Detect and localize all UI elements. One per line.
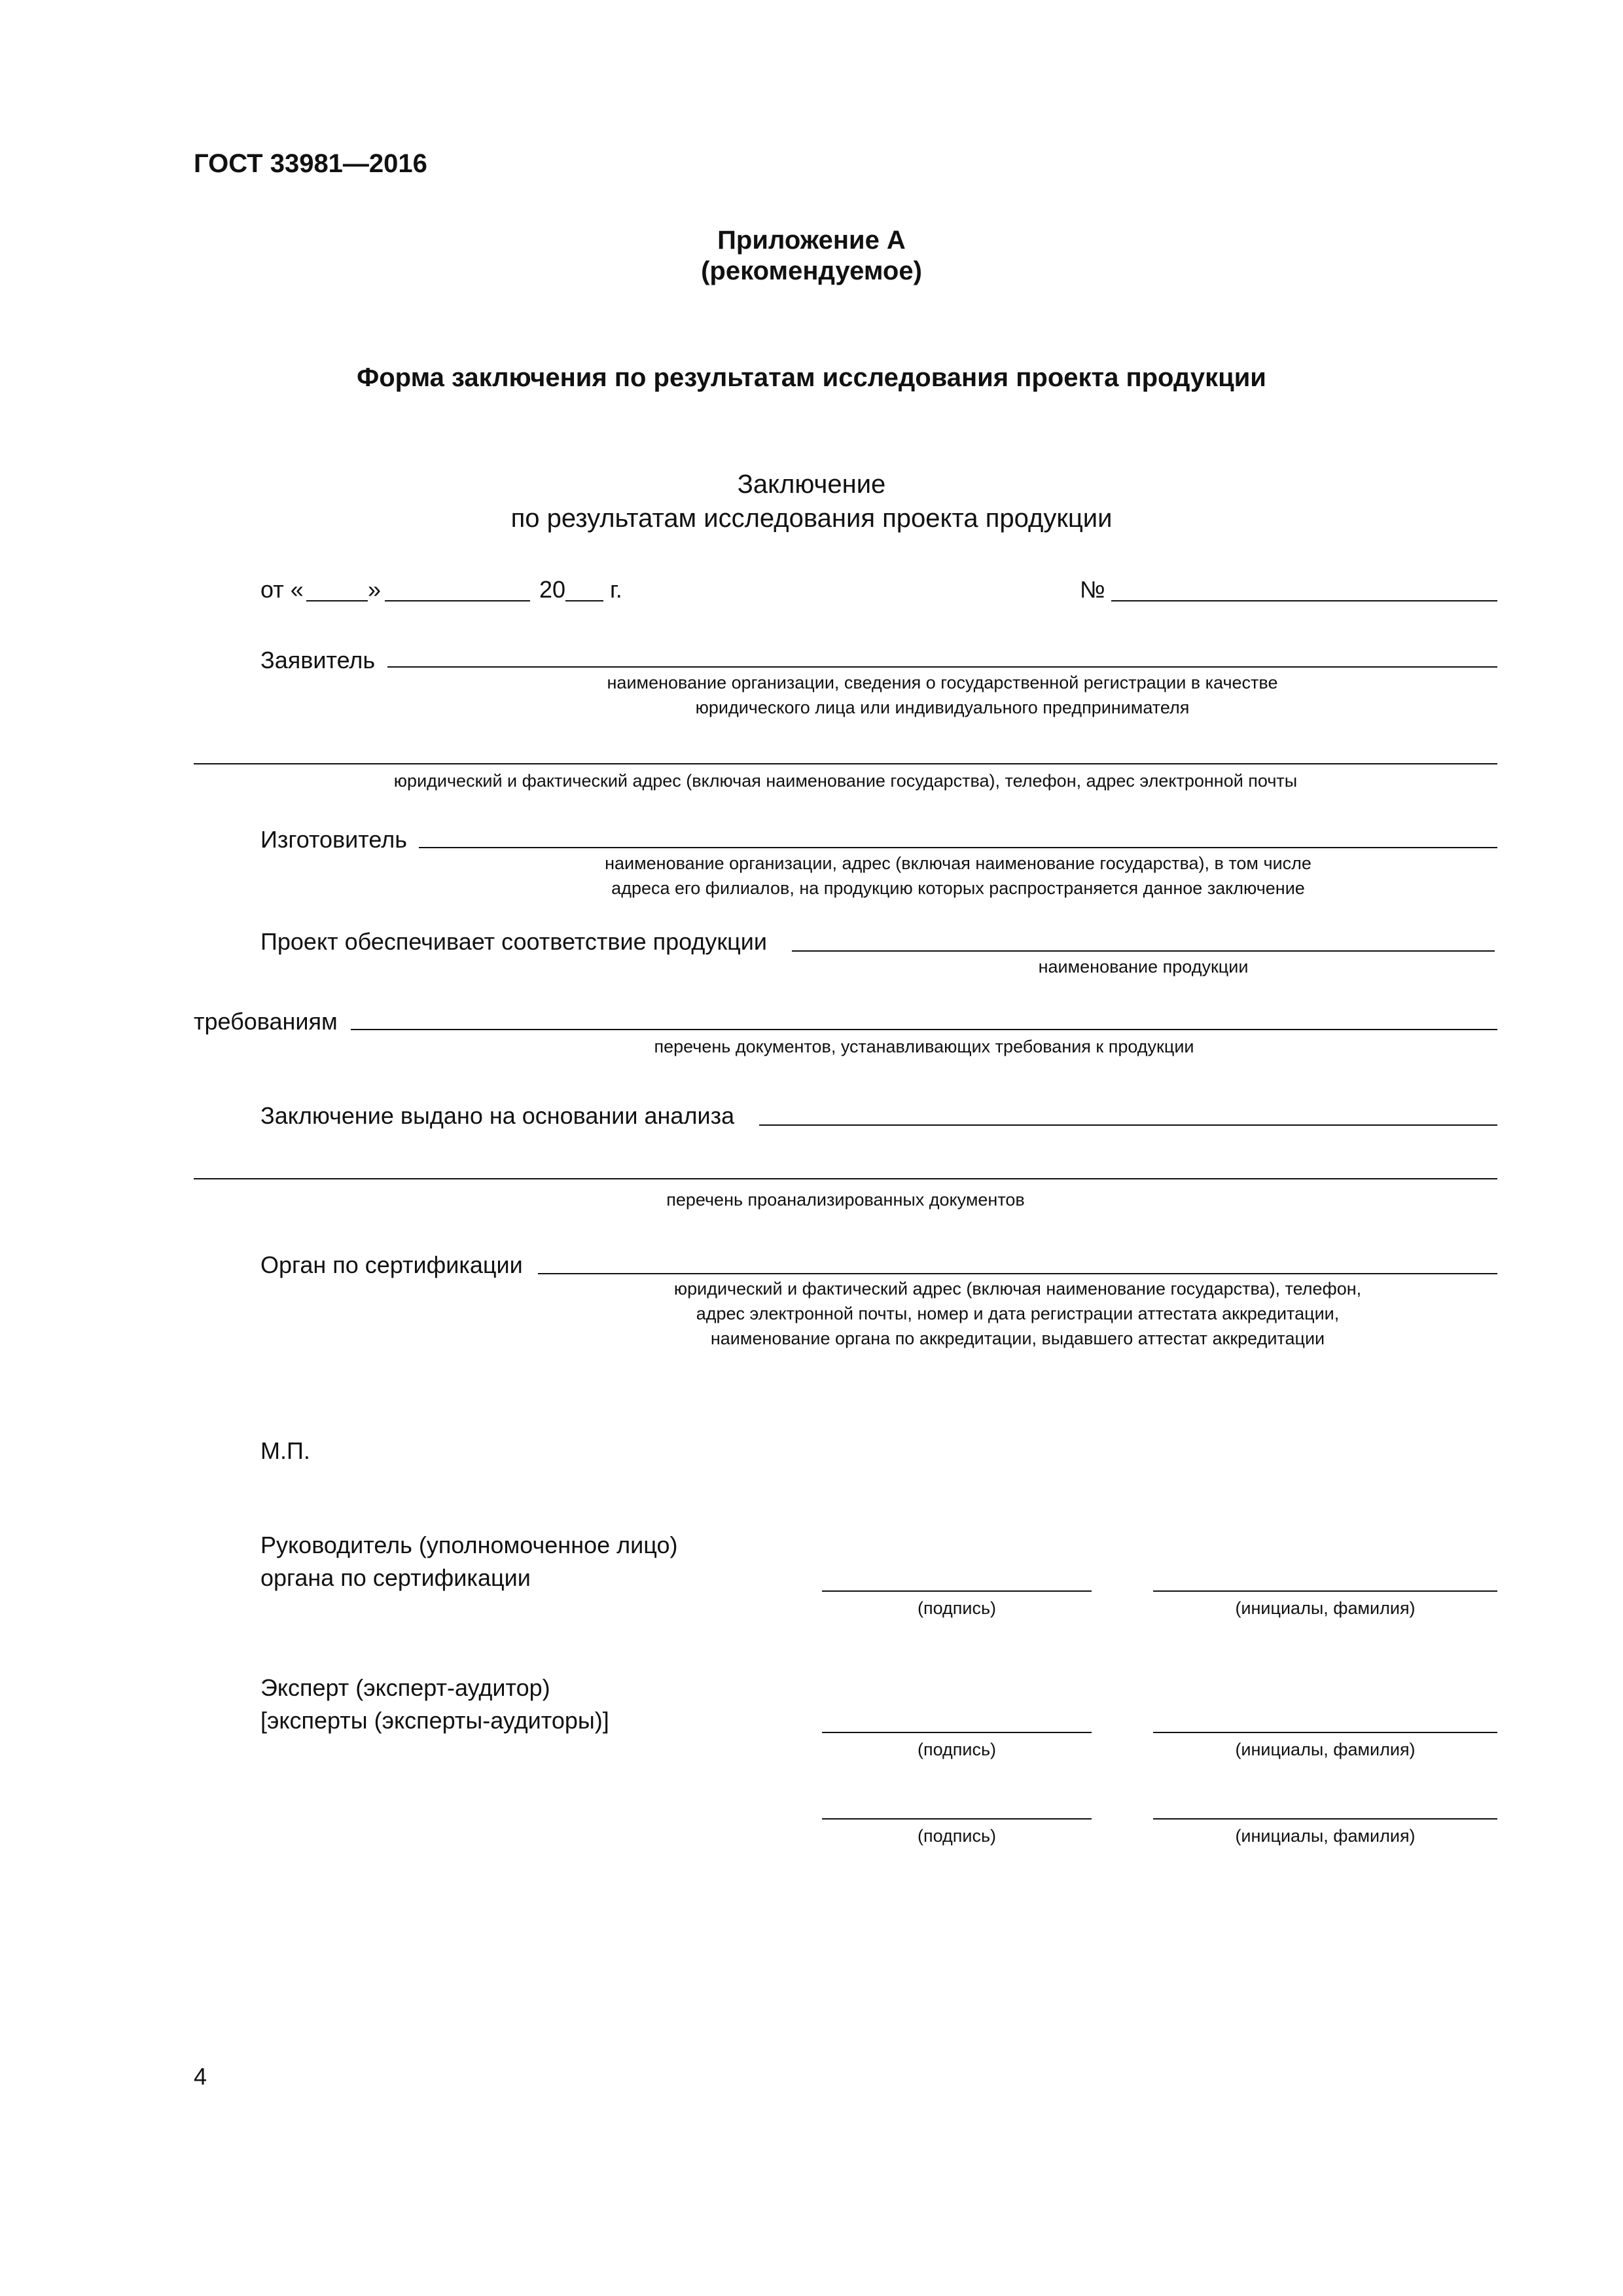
stamp-label: М.П.	[260, 1437, 310, 1464]
product-name-field[interactable]	[792, 950, 1495, 952]
page-number: 4	[194, 2063, 207, 2090]
certification-body-hint-line1: юридический и фактический адрес (включая наименование государства), телефон,	[673, 1279, 1362, 1299]
date-from-label: от «	[260, 576, 304, 603]
certification-body-label: Орган по сертификации	[260, 1251, 523, 1278]
basis-hint: перечень проанализированных документов	[666, 1190, 1025, 1210]
head-title-line1: Руководитель (уполномоченное лицо)	[260, 1532, 678, 1558]
expert-signature-hint-1: (подпись)	[917, 1740, 997, 1759]
conformity-label: Проект обеспечивает соответствие продукции	[260, 928, 767, 955]
expert-name-field-2[interactable]	[1153, 1818, 1497, 1820]
date-year-field[interactable]	[565, 600, 603, 601]
applicant-name-field[interactable]	[387, 666, 1497, 668]
applicant-hint-line2: юридического лица или индивидуального предпринимателя	[695, 698, 1190, 717]
manufacturer-hint-line1: наименование организации, адрес (включая наименование государства), в том числе	[605, 853, 1311, 873]
manufacturer-hint-line2: адреса его филиалов, на продукцию которых распространяется данное заключение	[611, 878, 1305, 898]
date-day-field[interactable]	[306, 600, 368, 601]
head-signature-field[interactable]	[822, 1590, 1092, 1592]
basis-documents-field[interactable]	[194, 1178, 1497, 1179]
expert-name-hint-1: (инициалы, фамилия)	[1235, 1740, 1416, 1759]
head-name-field[interactable]	[1153, 1590, 1497, 1592]
manufacturer-field[interactable]	[419, 847, 1497, 848]
expert-signature-hint-2: (подпись)	[917, 1826, 997, 1846]
applicant-label: Заявитель	[260, 647, 376, 673]
expert-signature-field-1[interactable]	[822, 1732, 1092, 1733]
applicant-address-field[interactable]	[194, 763, 1497, 764]
form-title: Форма заключения по результатам исследования проекта продукции	[357, 363, 1266, 392]
certification-body-field[interactable]	[538, 1273, 1497, 1274]
expert-name-hint-2: (инициалы, фамилия)	[1235, 1826, 1416, 1846]
expert-title-line2: [эксперты (эксперты-аудиторы)]	[260, 1707, 609, 1734]
requirements-hint: перечень документов, устанавливающих требования к продукции	[654, 1037, 1194, 1056]
expert-title-line1: Эксперт (эксперт-аудитор)	[260, 1674, 550, 1701]
document-title-line2: по результатам исследования проекта продукции	[510, 504, 1113, 533]
applicant-address-hint: юридический и фактический адрес (включая наименование государства), телефон, адрес электронной почты	[393, 771, 1298, 791]
number-sign: №	[1080, 576, 1105, 603]
date-year-suffix: г.	[610, 576, 622, 603]
basis-label: Заключение выдано на основании анализа	[260, 1102, 735, 1129]
product-name-hint: наименование продукции	[1038, 957, 1249, 977]
document-number-field[interactable]	[1111, 600, 1497, 601]
expert-name-field-1[interactable]	[1153, 1732, 1497, 1733]
date-close-quote: »	[368, 576, 382, 603]
head-title-line2: органа по сертификации	[260, 1564, 531, 1591]
appendix-title: Приложение А	[717, 226, 906, 255]
appendix-status: (рекомендуемое)	[701, 257, 922, 285]
expert-signature-field-2[interactable]	[822, 1818, 1092, 1820]
manufacturer-label: Изготовитель	[260, 826, 407, 853]
document-title-line1: Заключение	[737, 470, 886, 499]
certification-body-hint-line3: наименование органа по аккредитации, выдавшего аттестат аккредитации	[710, 1329, 1325, 1348]
basis-field[interactable]	[759, 1124, 1497, 1126]
applicant-hint-line1: наименование организации, сведения о государственной регистрации в качестве	[607, 673, 1278, 692]
date-month-field[interactable]	[385, 600, 530, 601]
requirements-label: требованиям	[194, 1008, 338, 1035]
certification-body-hint-line2: адрес электронной почты, номер и дата регистрации аттестата аккредитации,	[696, 1304, 1340, 1323]
head-signature-hint: (подпись)	[917, 1598, 997, 1618]
standard-code: ГОСТ 33981—2016	[194, 149, 427, 178]
date-year-prefix: 20	[539, 576, 566, 603]
head-name-hint: (инициалы, фамилия)	[1235, 1598, 1416, 1618]
requirements-field[interactable]	[351, 1029, 1497, 1030]
